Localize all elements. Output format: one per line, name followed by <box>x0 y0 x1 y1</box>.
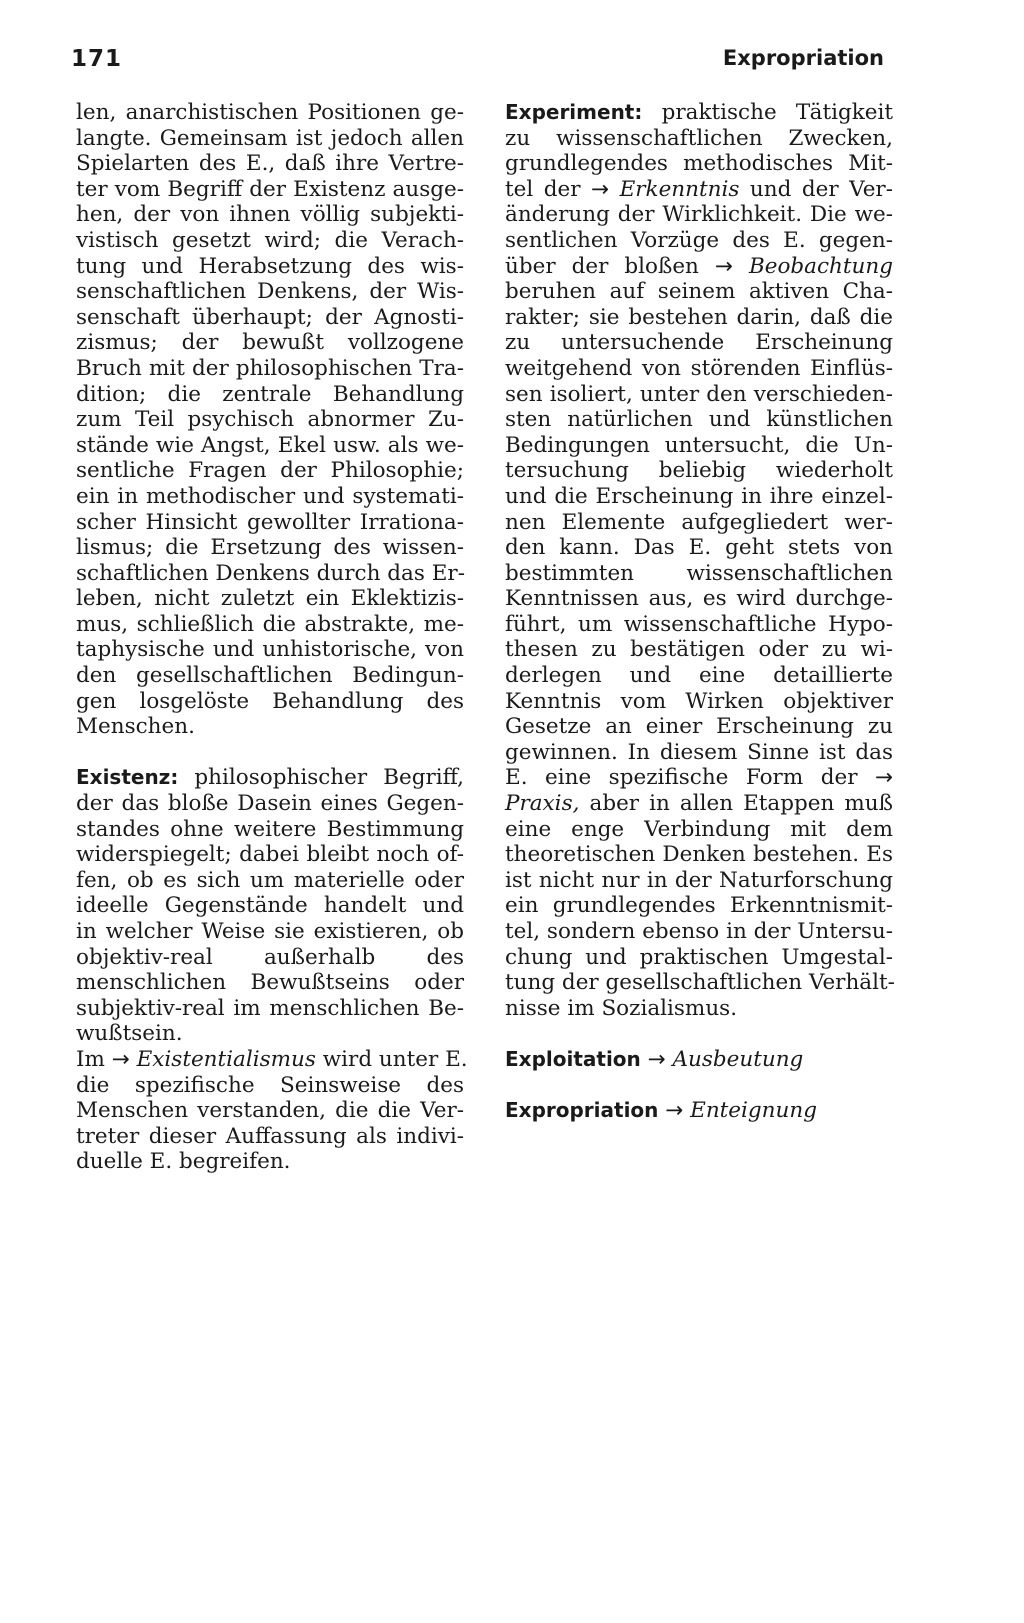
text-line: widerspiegelt; dabei bleibt noch of- <box>76 842 464 868</box>
cross-reference-link[interactable]: Enteignung <box>690 1098 817 1124</box>
entry-first-line <box>76 765 464 791</box>
text-line: Spielarten des E., daß ihre Vertre- <box>76 151 464 177</box>
entry-expropriation <box>505 1098 893 1124</box>
text-line: senschaft überhaupt; der Agnosti- <box>76 304 464 330</box>
text-line: ter vom Begriff der Existenz ausge- <box>76 176 464 202</box>
entry-experiment <box>505 100 893 1021</box>
text-line: dition; die zentrale Behandlung <box>76 381 464 407</box>
text-line: Menschen verstanden, die die Ver- <box>76 1098 464 1124</box>
text-line: thesen zu bestätigen oder zu wi- <box>505 637 893 663</box>
page-number: 171 <box>71 46 123 72</box>
right-column <box>505 100 893 1124</box>
text-segment: tel der <box>505 176 581 202</box>
entry-first-line <box>505 1098 893 1124</box>
text-line: leben, nicht zuletzt ein Eklektizis- <box>76 586 464 612</box>
text-line: subjektiv-real im menschlichen Be- <box>76 995 464 1021</box>
text-line: weitgehend von störenden Einflüs- <box>505 355 893 381</box>
text-line: vistisch gesetzt wird; die Verach- <box>76 227 464 253</box>
text-line: grundlegendes methodisches Mit- <box>505 151 893 177</box>
text-line: zu untersuchende Erscheinung <box>505 330 893 356</box>
text-line: den kann. Das E. geht stets von <box>505 535 893 561</box>
cross-reference-link[interactable]: Beobachtung <box>748 253 893 279</box>
text-line: bestimmten wissenschaftlichen <box>505 560 893 586</box>
left-column <box>76 100 468 1175</box>
text-segment: wird unter E. <box>322 1046 468 1072</box>
text-line: len, anarchistischen Positionen ge- <box>76 100 464 125</box>
entry-first-line <box>505 100 893 126</box>
cross-reference-link[interactable]: Ausbeutung <box>672 1046 804 1072</box>
text-segment: über der bloßen <box>505 253 699 279</box>
text-line: sentliche Fragen der Philosophie; <box>76 458 464 484</box>
text-line: Bruch mit der philosophischen Tra- <box>76 355 464 381</box>
arrow-icon: → <box>874 765 893 791</box>
text-line: zum Teil psychisch abnormer Zu- <box>76 407 464 433</box>
entry-headword: Exploitation <box>505 1046 641 1071</box>
text-line: standes ohne weitere Bestimmung <box>76 816 464 842</box>
text-line: Menschen. <box>76 714 195 740</box>
text-line: gewinnen. In diesem Sinne ist das <box>505 739 893 765</box>
cross-reference-link[interactable]: Praxis, <box>505 791 580 817</box>
text-line: ein in methodischer und systemati- <box>76 483 464 509</box>
entry-headword: Existenz: <box>76 765 179 790</box>
cross-reference-line <box>505 254 893 280</box>
text-line: gen losgelöste Behandlung des <box>76 688 464 714</box>
text-line: führt, um wissenschaftliche Hypo- <box>505 611 893 637</box>
text-line: sten natürlichen und künstlichen <box>505 407 893 433</box>
text-line: tung der gesellschaftlichen Verhält- <box>505 970 895 996</box>
text-line: Kenntnissen aus, es wird durchge- <box>505 586 893 612</box>
text-segment: philosophischer Begriff, <box>194 765 464 791</box>
text-line: menschlichen Bewußtseins oder <box>76 970 464 996</box>
cross-reference-line <box>76 1046 468 1073</box>
text-line: hen, der von ihnen völlig subjekti- <box>76 202 464 228</box>
text-line: derlegen und eine detaillierte <box>505 663 893 689</box>
running-head: Expropriation <box>722 46 884 70</box>
text-line: die spezifische Seinsweise des <box>76 1072 464 1098</box>
cross-reference-link[interactable]: Erkenntnis <box>619 176 740 202</box>
arrow-icon: → <box>591 176 610 202</box>
entry-headword: Experiment: <box>505 100 643 124</box>
text-line: zu wissenschaftlichen Zwecken, <box>505 125 893 151</box>
entry-first-line <box>505 1047 893 1073</box>
text-line: theoretischen Denken bestehen. Es <box>505 842 893 868</box>
text-line: eine enge Verbindung mit dem <box>505 816 893 842</box>
entry-continuation <box>76 100 464 740</box>
text-line: ist nicht nur in der Naturforschung <box>505 867 893 893</box>
text-line: wußtsein. <box>76 1021 183 1047</box>
text-segment: praktische Tätigkeit <box>661 100 893 125</box>
text-line: chung und praktischen Umgestal- <box>505 944 893 970</box>
text-line: Bedingungen untersucht, die Un- <box>505 432 893 458</box>
entry-existenz <box>76 765 468 1175</box>
cross-reference-line <box>505 177 893 203</box>
text-segment: Im <box>76 1046 105 1072</box>
text-line: mus, schließlich die abstrakte, me- <box>76 611 464 637</box>
text-line: scher Hinsicht gewollter Irrationa- <box>76 509 464 535</box>
text-line: taphysische und unhistorische, von <box>76 637 464 663</box>
arrow-icon: → <box>665 1098 684 1124</box>
arrow-icon: → <box>647 1046 666 1072</box>
entry-exploitation <box>505 1047 893 1073</box>
text-line: langte. Gemeinsam ist jedoch allen <box>76 125 464 151</box>
text-line: senschaftlichen Denkens, der Wis- <box>76 279 464 305</box>
text-line: stände wie Angst, Ekel usw. als we- <box>76 432 464 458</box>
text-segment: und der Ver- <box>749 176 893 202</box>
text-line: sentlichen Vorzüge des E. gegen- <box>505 227 893 253</box>
text-line: und die Erscheinung in ihre einzel- <box>505 483 893 509</box>
text-line: fen, ob es sich um materielle oder <box>76 867 464 893</box>
text-line: Kenntnis vom Wirken objektiver <box>505 688 893 714</box>
cross-reference-line <box>505 765 893 791</box>
text-line: änderung der Wirklichkeit. Die we- <box>505 202 893 228</box>
arrow-icon: → <box>111 1046 130 1072</box>
text-line: rakter; sie bestehen darin, daß die <box>505 304 893 330</box>
text-line: den gesellschaftlichen Bedingun- <box>76 663 464 689</box>
text-line: treter dieser Auffassung als indivi- <box>76 1123 464 1149</box>
text-line: ein grundlegendes Erkenntnismit- <box>505 893 893 919</box>
text-line: ideelle Gegenstände handelt und <box>76 893 464 919</box>
text-line: lismus; die Ersetzung des wissen- <box>76 535 464 561</box>
text-line: objektiv-real außerhalb des <box>76 944 464 970</box>
text-line: Gesetze an einer Erscheinung zu <box>505 714 893 740</box>
text-line: nisse im Sozialismus. <box>505 995 738 1021</box>
entry-headword: Expropriation <box>505 1098 659 1123</box>
cross-reference-line <box>505 791 893 817</box>
text-segment: aber in allen Etappen muß <box>589 791 893 817</box>
text-line: der das bloße Dasein eines Gegen- <box>76 791 464 817</box>
cross-reference-link[interactable]: Existentialismus <box>136 1046 316 1072</box>
text-segment: E. eine spezifische Form der <box>505 765 858 791</box>
text-line: duelle E. begreifen. <box>76 1149 291 1175</box>
text-line: beruhen auf seinem aktiven Cha- <box>505 279 893 305</box>
text-line: sen isoliert, unter den verschieden- <box>505 381 893 407</box>
text-line: tel, sondern ebenso in der Untersu- <box>505 919 893 944</box>
text-line: in welcher Weise sie existieren, ob <box>76 919 464 944</box>
text-line: schaftlichen Denkens durch das Er- <box>76 560 465 586</box>
text-line: tersuchung beliebig wiederholt <box>505 458 893 484</box>
text-line: zismus; der bewußt vollzogene <box>76 330 464 356</box>
text-line: nen Elemente aufgegliedert wer- <box>505 509 893 535</box>
text-line: tung und Herabsetzung des wis- <box>76 253 464 279</box>
arrow-icon: → <box>714 253 733 279</box>
